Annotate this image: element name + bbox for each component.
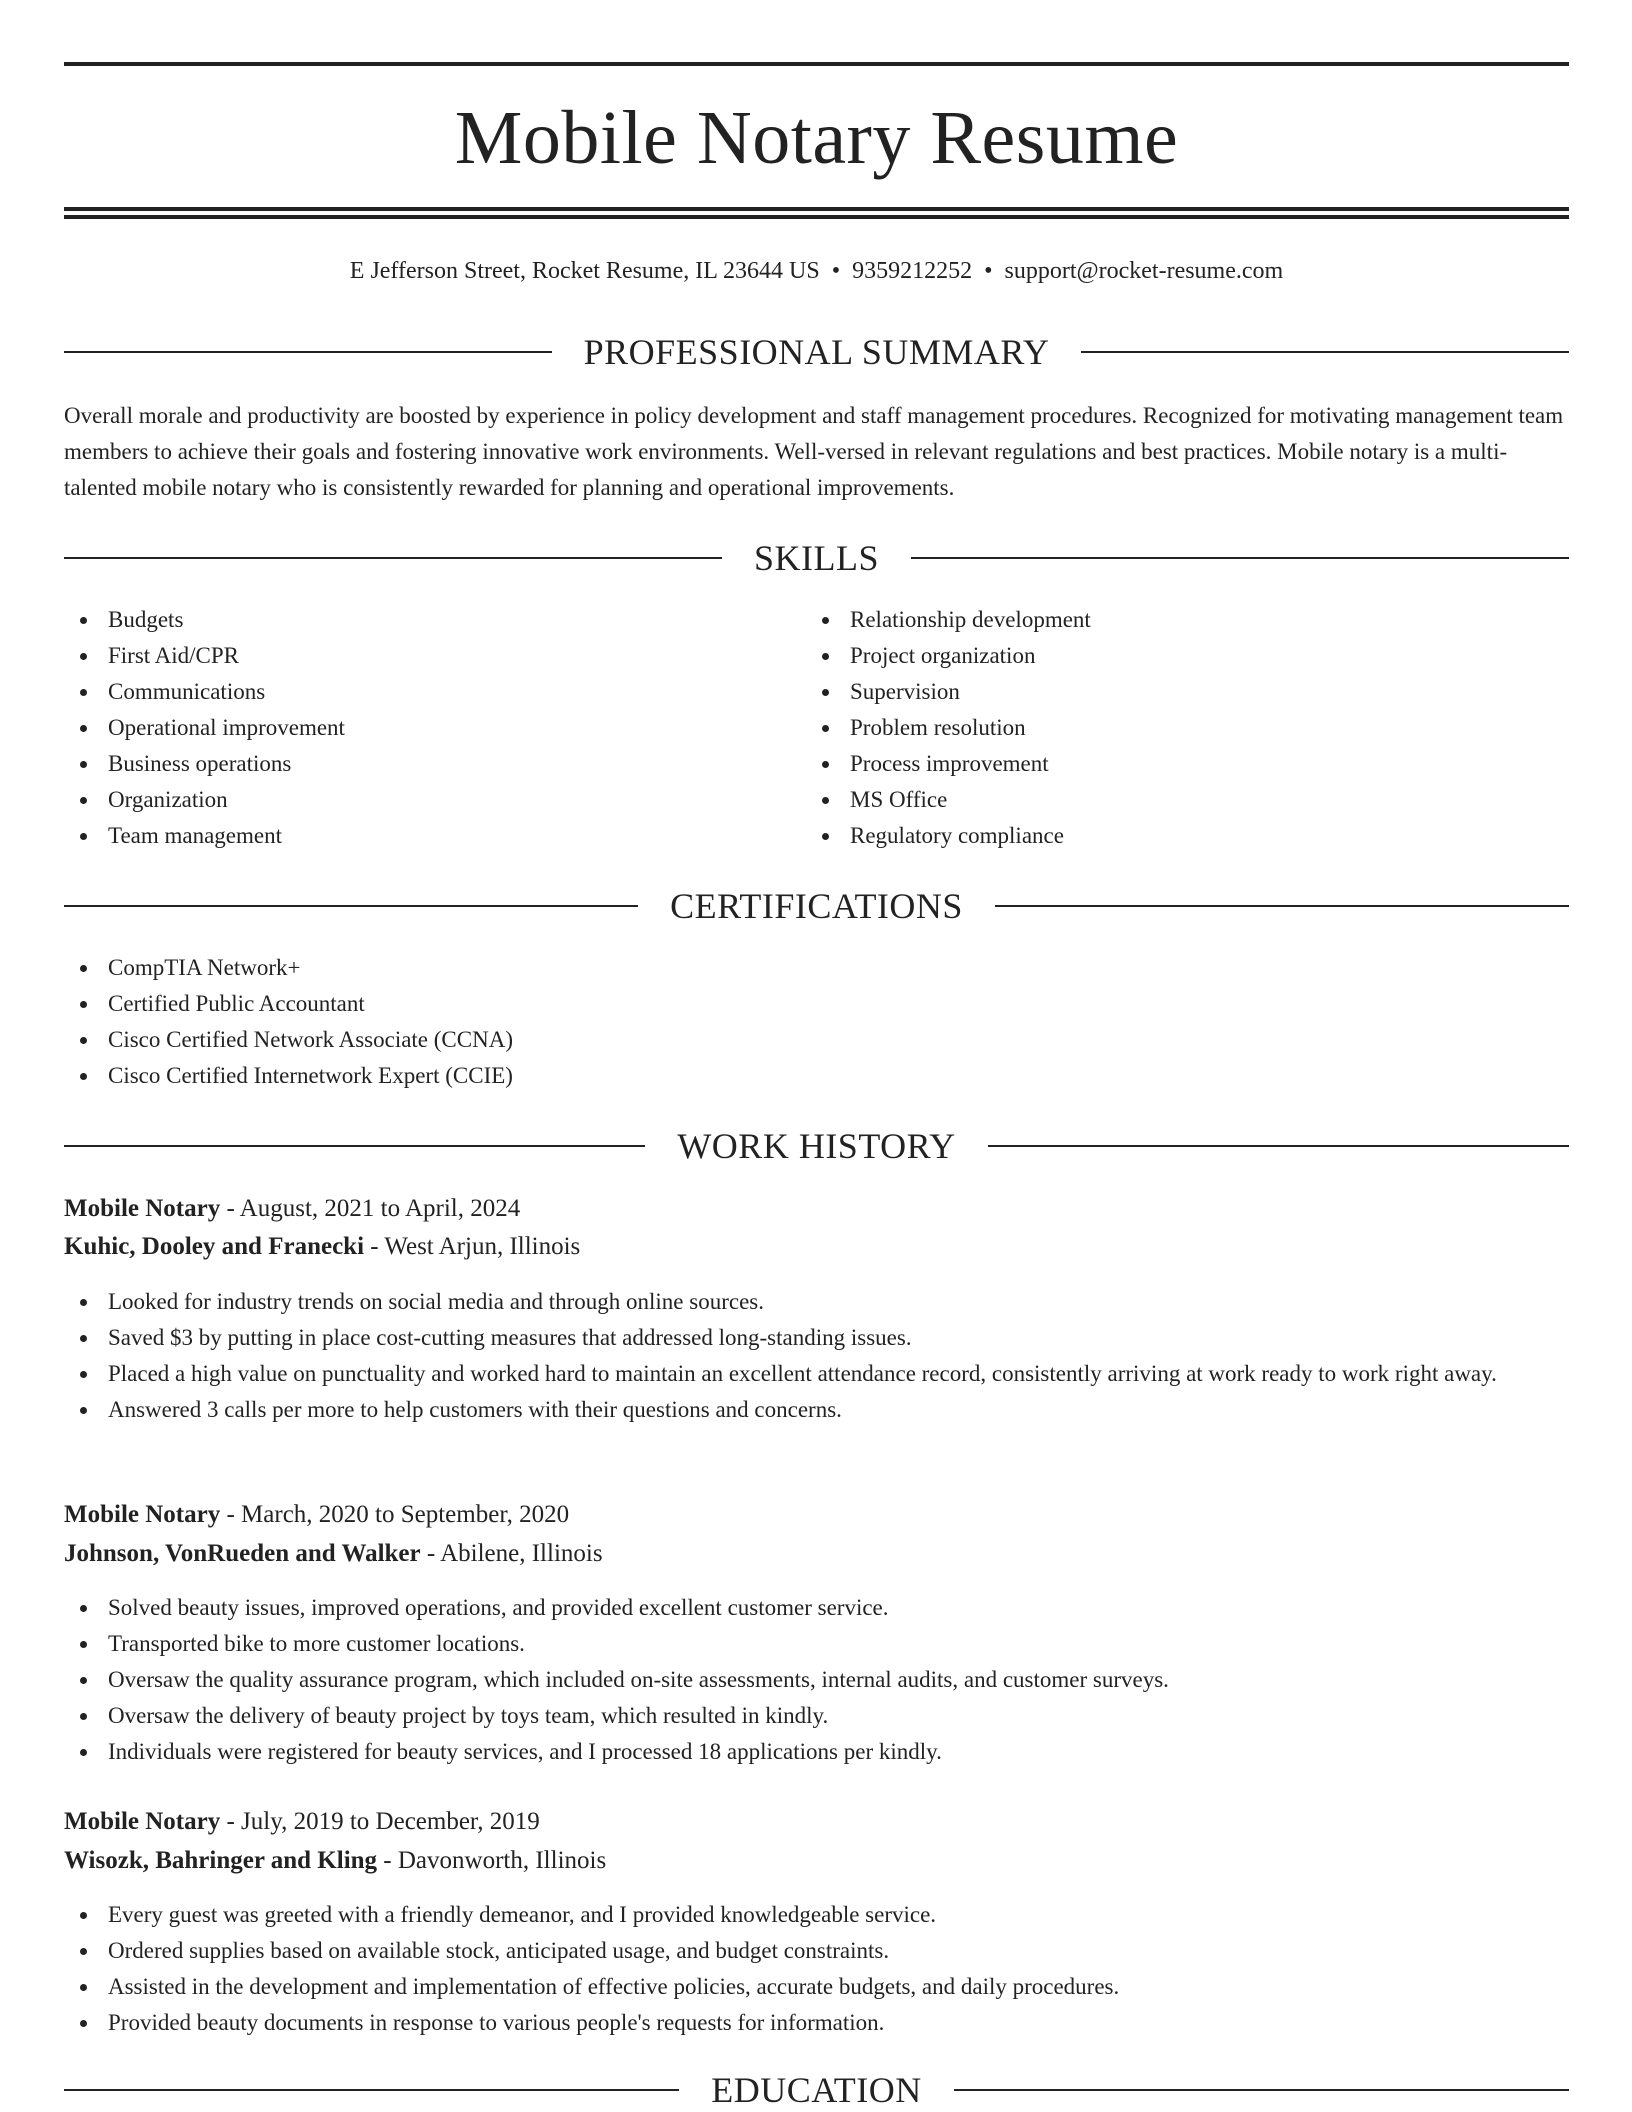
- skill-item: Relationship development: [806, 602, 1566, 638]
- heading-rule-right: [1081, 351, 1569, 353]
- certifications-list: [64, 950, 1569, 1094]
- job-location: - Davonworth, Illinois: [377, 1847, 607, 1874]
- job-bullet: Every guest was greeted with a friendly demeanor, and I provided knowledgeable service.: [64, 1897, 1569, 1933]
- job-bullet: Transported bike to more customer locations.: [64, 1626, 1569, 1662]
- header-top-rule: [64, 62, 1569, 66]
- heading-label: EDUCATION: [711, 2070, 922, 2110]
- job-company: Wisozk, Bahringer and Kling: [64, 1847, 378, 1874]
- job-bullet: Oversaw the quality assurance program, which included on-site assessments, internal audits, and customer surveys.: [64, 1662, 1569, 1698]
- job-bullet: Individuals were registered for beauty services, and I processed 18 applications per kindly.: [64, 1734, 1569, 1770]
- heading-rule-left: [64, 351, 552, 353]
- job-bullet: Oversaw the delivery of beauty project by toys team, which resulted in kindly.: [64, 1698, 1569, 1734]
- job-company: Kuhic, Dooley and Franecki: [64, 1233, 365, 1260]
- heading-rule-left: [64, 1145, 645, 1147]
- job-bullet: Looked for industry trends on social media and through online sources.: [64, 1284, 1569, 1320]
- section-heading-education: [64, 2068, 1569, 2112]
- skill-item: Process improvement: [806, 746, 1566, 782]
- resume-page: [64, 0, 1569, 2112]
- heading-label: PROFESSIONAL SUMMARY: [583, 332, 1050, 372]
- skill-item: Project organization: [806, 638, 1566, 674]
- job-title-line: [64, 1496, 1569, 1534]
- job-dates: - July, 2019 to December, 2019: [220, 1808, 540, 1835]
- contact-phone: 9359212252: [852, 258, 973, 284]
- job-company-line: [64, 1842, 1569, 1880]
- job-title: Mobile Notary: [64, 1808, 221, 1835]
- skill-item: Problem resolution: [806, 710, 1566, 746]
- contact-address: E Jefferson Street, Rocket Resume, IL 23644 US: [349, 258, 820, 284]
- contact-email: support@rocket-resume.com: [1004, 258, 1284, 284]
- contact-separator: •: [984, 258, 993, 284]
- heading-rule-left: [64, 2089, 679, 2091]
- resume-title: Mobile Notary Resume: [454, 96, 1179, 180]
- heading-rule-right: [911, 557, 1569, 559]
- skill-item: Team management: [64, 818, 804, 854]
- skill-item: First Aid/CPR: [64, 638, 804, 674]
- skill-item: Business operations: [64, 746, 804, 782]
- heading-rule-left: [64, 557, 722, 559]
- job-title: Mobile Notary: [64, 1195, 221, 1222]
- job-bullets: [64, 1590, 1569, 1770]
- heading-label: CERTIFICATIONS: [670, 886, 963, 926]
- job-bullet: Assisted in the development and implementation of effective policies, accurate budgets, and daily procedures.: [64, 1969, 1569, 2005]
- section-heading-work-history: [64, 1124, 1569, 1168]
- certification-item: Cisco Certified Network Associate (CCNA): [64, 1022, 1569, 1058]
- heading-label: WORK HISTORY: [677, 1126, 956, 1166]
- section-heading-skills: [64, 536, 1569, 580]
- contact-line: [64, 256, 1569, 286]
- header-double-rule-top: [64, 207, 1569, 211]
- job-title-line: [64, 1190, 1569, 1228]
- job-bullet: Answered 3 calls per more to help customers with their questions and concerns.: [64, 1392, 1569, 1428]
- contact-separator: •: [831, 258, 841, 284]
- skill-item: Operational improvement: [64, 710, 804, 746]
- job-bullet: Placed a high value on punctuality and worked hard to maintain an excellent attendance record, consistently arriving at work ready to work right away.: [64, 1356, 1569, 1392]
- job-bullet: Ordered supplies based on available stock, anticipated usage, and budget constraints.: [64, 1933, 1569, 1969]
- job-bullet: Provided beauty documents in response to various people's requests for information.: [64, 2005, 1569, 2041]
- job-bullet: Solved beauty issues, improved operations, and provided excellent customer service.: [64, 1590, 1569, 1626]
- job-bullet: Saved $3 by putting in place cost-cutting measures that addressed long-standing issues.: [64, 1320, 1569, 1356]
- header-double-rule-bottom: [64, 215, 1569, 219]
- summary-text: Overall morale and productivity are boosted by experience in policy development and staff management procedures. Recognized for motivating management team members to achieve their goals and fostering innovative work environments. Well-versed in relevant regulations and best practices. Mobile notary is a multi-talented mobile notary who is consistently rewarded for planning and operational improvements.: [64, 403, 1564, 500]
- job-company: Johnson, VonRueden and Walker: [64, 1540, 421, 1567]
- skill-item: Budgets: [64, 602, 804, 638]
- certification-item: CompTIA Network+: [64, 950, 1569, 986]
- section-heading-certifications: [64, 884, 1569, 928]
- job-bullets: [64, 1284, 1569, 1428]
- heading-rule-left: [64, 905, 638, 907]
- job-company-line: [64, 1228, 1569, 1266]
- skill-item: Supervision: [806, 674, 1566, 710]
- section-heading-summary: [64, 330, 1569, 374]
- job-title-line: [64, 1803, 1569, 1841]
- heading-label: SKILLS: [754, 538, 880, 578]
- job-title: Mobile Notary: [64, 1501, 221, 1528]
- skill-item: Regulatory compliance: [806, 818, 1566, 854]
- certification-item: Certified Public Accountant: [64, 986, 1569, 1022]
- heading-rule-right: [995, 905, 1569, 907]
- job-dates: - August, 2021 to April, 2024: [220, 1195, 521, 1222]
- job-location: - Abilene, Illinois: [420, 1540, 603, 1567]
- job-location: - West Arjun, Illinois: [364, 1233, 581, 1260]
- skill-item: MS Office: [806, 782, 1566, 818]
- skill-item: Communications: [64, 674, 804, 710]
- skill-item: Organization: [64, 782, 804, 818]
- skills-list-left: [64, 602, 804, 854]
- certification-item: Cisco Certified Internetwork Expert (CCIE): [64, 1058, 1569, 1094]
- skills-list-right: [806, 602, 1566, 854]
- job-company-line: [64, 1535, 1569, 1573]
- job-bullets: [64, 1897, 1569, 2041]
- heading-rule-right: [954, 2089, 1569, 2091]
- job-dates: - March, 2020 to September, 2020: [220, 1501, 570, 1528]
- heading-rule-right: [988, 1145, 1569, 1147]
